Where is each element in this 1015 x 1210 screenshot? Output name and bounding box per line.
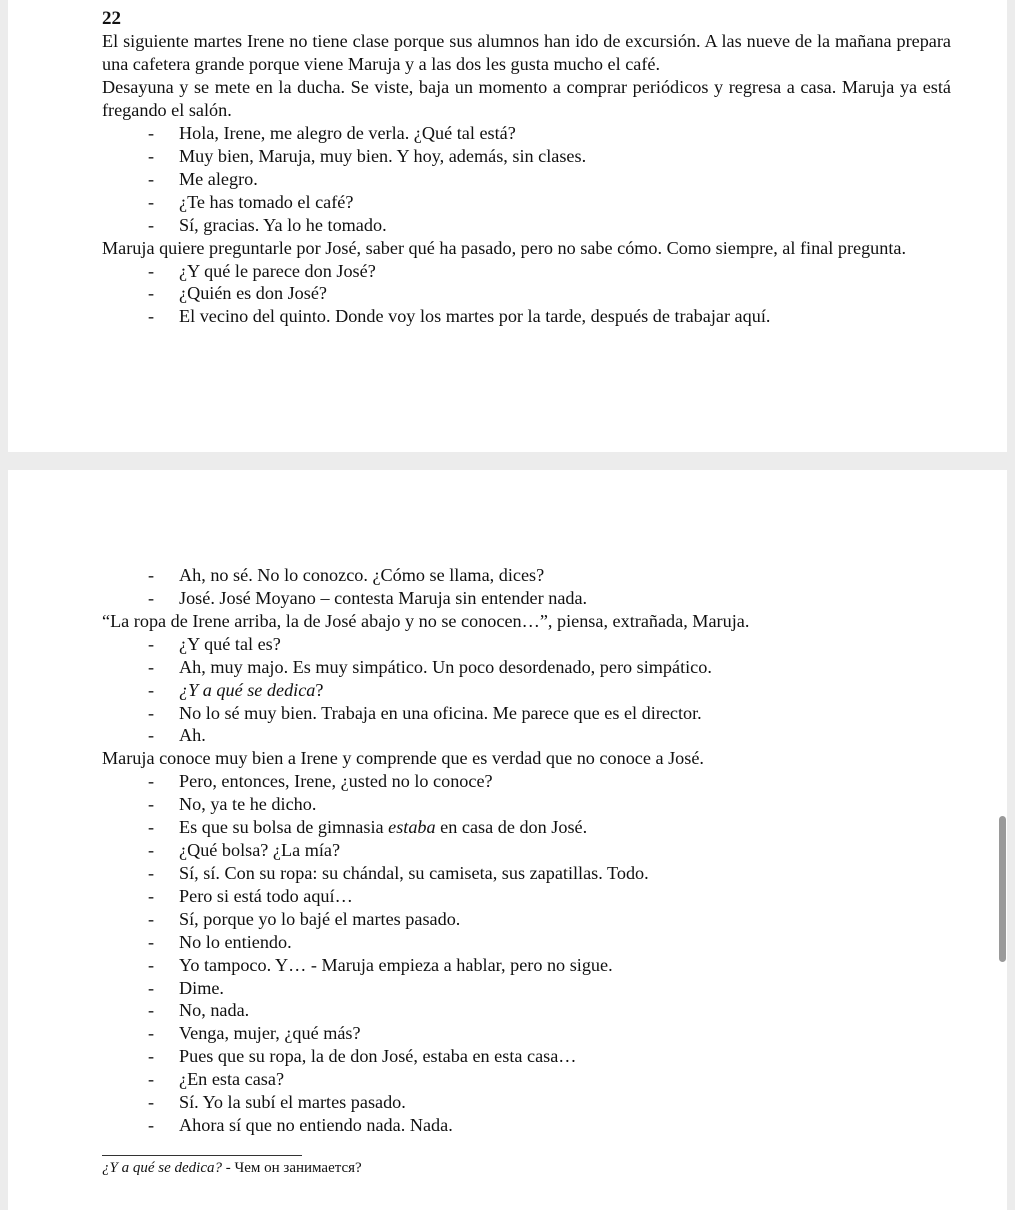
scrollbar-thumb[interactable] [999, 816, 1006, 962]
page-1 [8, 0, 1007, 452]
paragraph-1: El siguiente martes Irene no tiene clase porque sus alumnos han ido de excursión. A las nueve de la mañana prepara una cafetera grande porque viene Maruja y a las dos les gusta mucho el café. [102, 31, 951, 74]
dialog-line: - ¿Quién es don José? [148, 283, 327, 304]
dialog-line: - Sí, sí. Con su ropa: su chándal, su camiseta, sus zapatillas. Todo. [148, 862, 649, 883]
dialog-line: - Pues que su ropa, la de don José, estaba en esta casa… [148, 1046, 577, 1067]
footnote-translation: - Чем он занимается? [221, 1159, 362, 1176]
dialog-line: - No, nada. [148, 1000, 250, 1021]
dialog-line: - ¿Te has tomado el café? [148, 191, 354, 212]
dialog-line: - Dime. [148, 977, 224, 998]
dialog-line: - José. José Moyano – contesta Maruja sin entender nada. [148, 587, 588, 608]
footnote-divider [102, 1155, 302, 1156]
dialog-line: - ¿Y a qué se dedica? [148, 679, 324, 700]
page-2 [8, 470, 1007, 1210]
dialog-line: - Hola, Irene, me alegro de verla. ¿Qué tal está? [148, 123, 516, 143]
dialog-block-3 [102, 564, 951, 610]
paragraph-4: Maruja conoce muy bien a Irene y comprende que es verdad que no conoce a José. [102, 748, 704, 769]
italic-question: ¿Y a qué se dedica [179, 679, 316, 700]
dialog-line: - Sí, porque yo lo bajé el martes pasado. [148, 908, 461, 929]
dialog-line: - Ah, muy majo. Es muy simpático. Un poco desordenado, pero simpático. [148, 656, 712, 677]
dialog-line: - El vecino del quinto. Donde voy los martes por la tarde, después de trabajar aquí. [148, 306, 771, 327]
dialog-block-2 [102, 260, 951, 329]
paragraph-2: Desayuna y se mete en la ducha. Se viste, baja un momento a comprar periódicos y regresa a casa. Maruja ya está fregando el salón. [102, 77, 951, 120]
dialog-line: - Ah. [148, 725, 206, 746]
dialog-line: - ¿Y qué le parece don José? [148, 260, 376, 281]
dialog-line: - No lo entiendo. [148, 931, 292, 952]
dialog-line: - ¿Y qué tal es? [148, 633, 281, 654]
italic-word: estaba [388, 817, 436, 838]
dialog-line: - Me alegro. [148, 168, 258, 189]
dialog-block-5 [102, 770, 951, 1137]
dialog-line: - Sí. Yo la subí el martes pasado. [148, 1092, 406, 1113]
dialog-line: - Muy bien, Maruja, muy bien. Y hoy, además, sin clases. [148, 145, 587, 166]
dialog-line: - Yo tampoco. Y… - Maruja empieza a hablar, pero no sigue. [148, 954, 613, 975]
dialog-line: - Pero, entonces, Irene, ¿usted no lo conoce? [148, 771, 493, 792]
dialog-line: - Ah, no sé. No lo conozco. ¿Cómo se llama, dices? [148, 565, 545, 585]
dialog-line: - Sí, gracias. Ya lo he tomado. [148, 214, 387, 235]
dialog-line: - Pero si está todo aquí… [148, 885, 353, 906]
dialog-block-4 [102, 633, 951, 748]
dialog-line: - No lo sé muy bien. Trabaja en una oficina. Me parece que es el director. [148, 702, 702, 723]
dialog-line: - Venga, mujer, ¿qué más? [148, 1023, 361, 1044]
footnote [102, 1158, 951, 1178]
dialog-line: - ¿Qué bolsa? ¿La mía? [148, 840, 341, 861]
dialog-line: - No, ya te he dicho. [148, 794, 317, 815]
dialog-block-1 [102, 122, 951, 237]
paragraph-3: Maruja quiere preguntarle por José, saber qué ha pasado, pero no sabe cómo. Como siempre, al final pregunta. [102, 237, 907, 258]
dialog-line: - Ahora sí que no entiendo nada. Nada. [148, 1114, 453, 1135]
dialog-line: - ¿En esta casa? [148, 1069, 285, 1090]
quote-paragraph: “La ropa de Irene arriba, la de José abajo y no se conocen…”, piensa, extrañada, Maruja. [102, 610, 750, 631]
page-number: 22 [102, 8, 121, 29]
dialog-line: - Es que su bolsa de gimnasia estaba en casa de don José. [148, 817, 588, 838]
footnote-italic: ¿Y a qué se dedica? [102, 1159, 222, 1176]
